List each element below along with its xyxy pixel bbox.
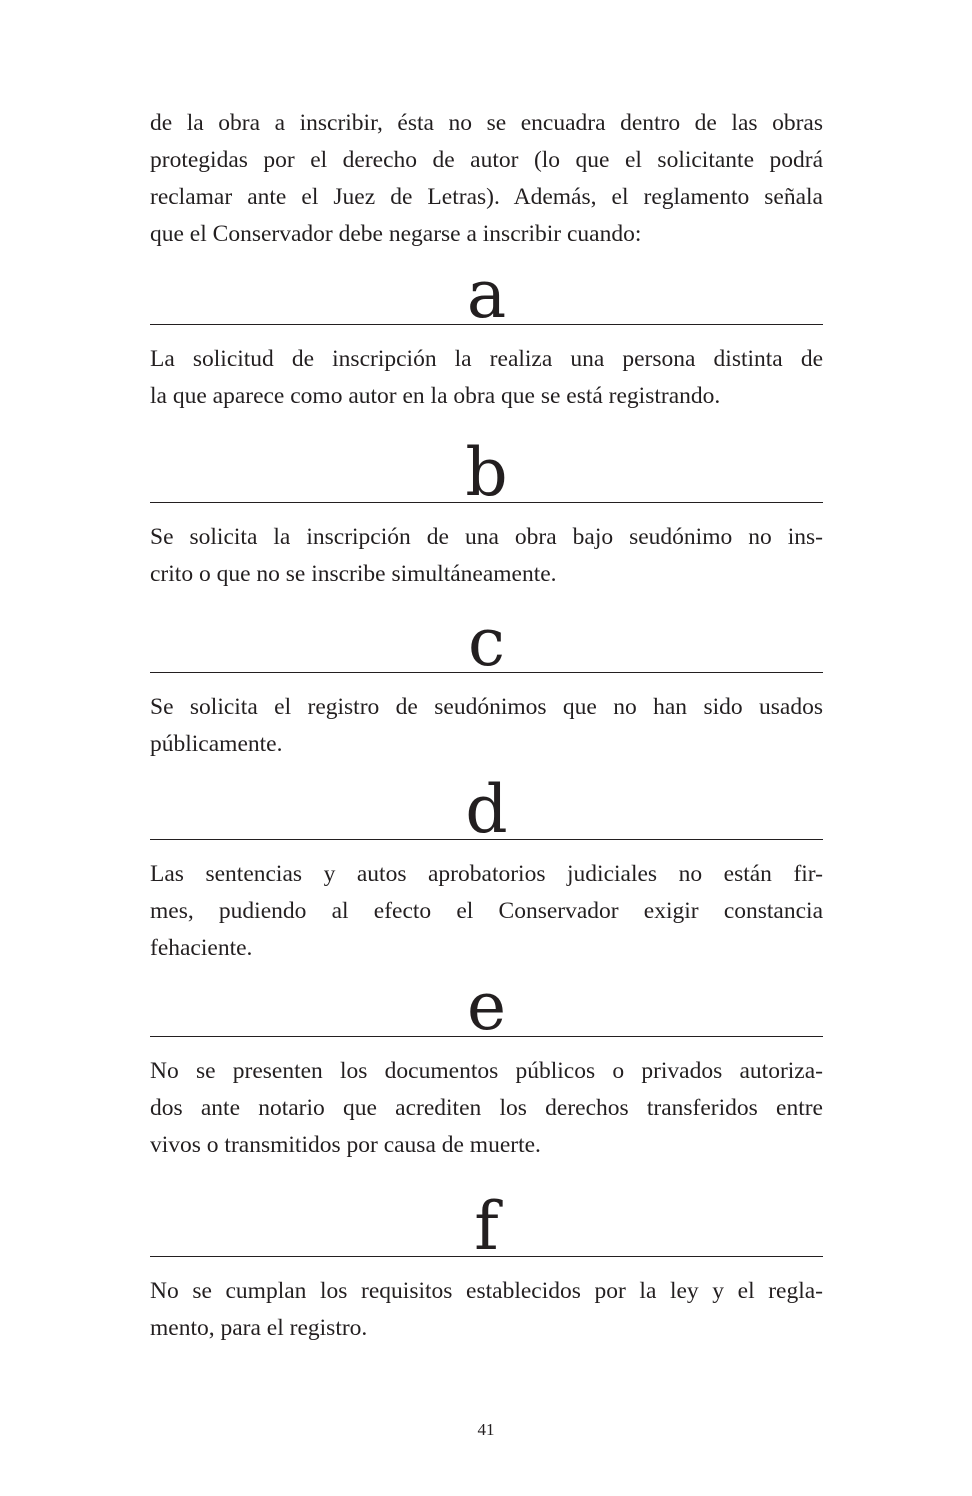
text-line: Las sentencias y autos aprobatorios judiciales no están fir- [150,861,823,887]
divider-rule [150,1036,823,1037]
divider-rule [150,1256,823,1257]
text-line: la que aparece como autor en la obra que se está registrando. [150,383,721,409]
item-letter: a [466,256,507,333]
item-text [150,519,823,593]
item-letter: e [466,968,507,1045]
item-text [150,341,823,415]
text-line: Se solicita la inscripción de una obra bajo seudónimo no ins- [150,524,823,550]
divider-rule [150,324,823,325]
item-text [150,856,823,967]
text-line: dos ante notario que acrediten los derechos transferidos entre [150,1095,823,1121]
intro-paragraph [150,105,823,253]
text-line: públicamente. [150,731,283,757]
text-line: vivos o transmitidos por causa de muerte. [150,1132,541,1158]
page-number: 41 [477,1420,495,1439]
text-line: reclamar ante el Juez de Letras). Además, el reglamento señala [150,184,823,210]
item-letter: f [474,1188,499,1265]
text-line: Se solicita el registro de seudónimos que no han sido usados [150,694,823,720]
text-line: No se cumplan los requisitos establecidos por la ley y el regla- [150,1278,823,1304]
text-line: mes, pudiendo al efecto el Conservador exigir constancia [150,898,823,924]
divider-rule [150,502,823,503]
divider-rule [150,672,823,673]
text-line: que el Conservador debe negarse a inscribir cuando: [150,221,642,247]
text-line: fehaciente. [150,935,253,961]
divider-rule [150,839,823,840]
item-text [150,1053,823,1164]
item-letter: b [465,434,508,511]
text-line: crito o que no se inscribe simultáneamente. [150,561,557,587]
item-text [150,1273,823,1347]
text-line: de la obra a inscribir, ésta no se encuadra dentro de las obras [150,110,823,136]
text-line: mento, para el registro. [150,1315,368,1341]
text-line: No se presenten los documentos públicos o privados autoriza- [150,1058,823,1084]
text-line: La solicitud de inscripción la realiza una persona distinta de [150,346,823,372]
item-text [150,689,823,763]
item-letter: d [465,771,508,848]
text-line: protegidas por el derecho de autor (lo que el solicitante podrá [150,147,823,173]
item-letter: c [468,604,505,681]
